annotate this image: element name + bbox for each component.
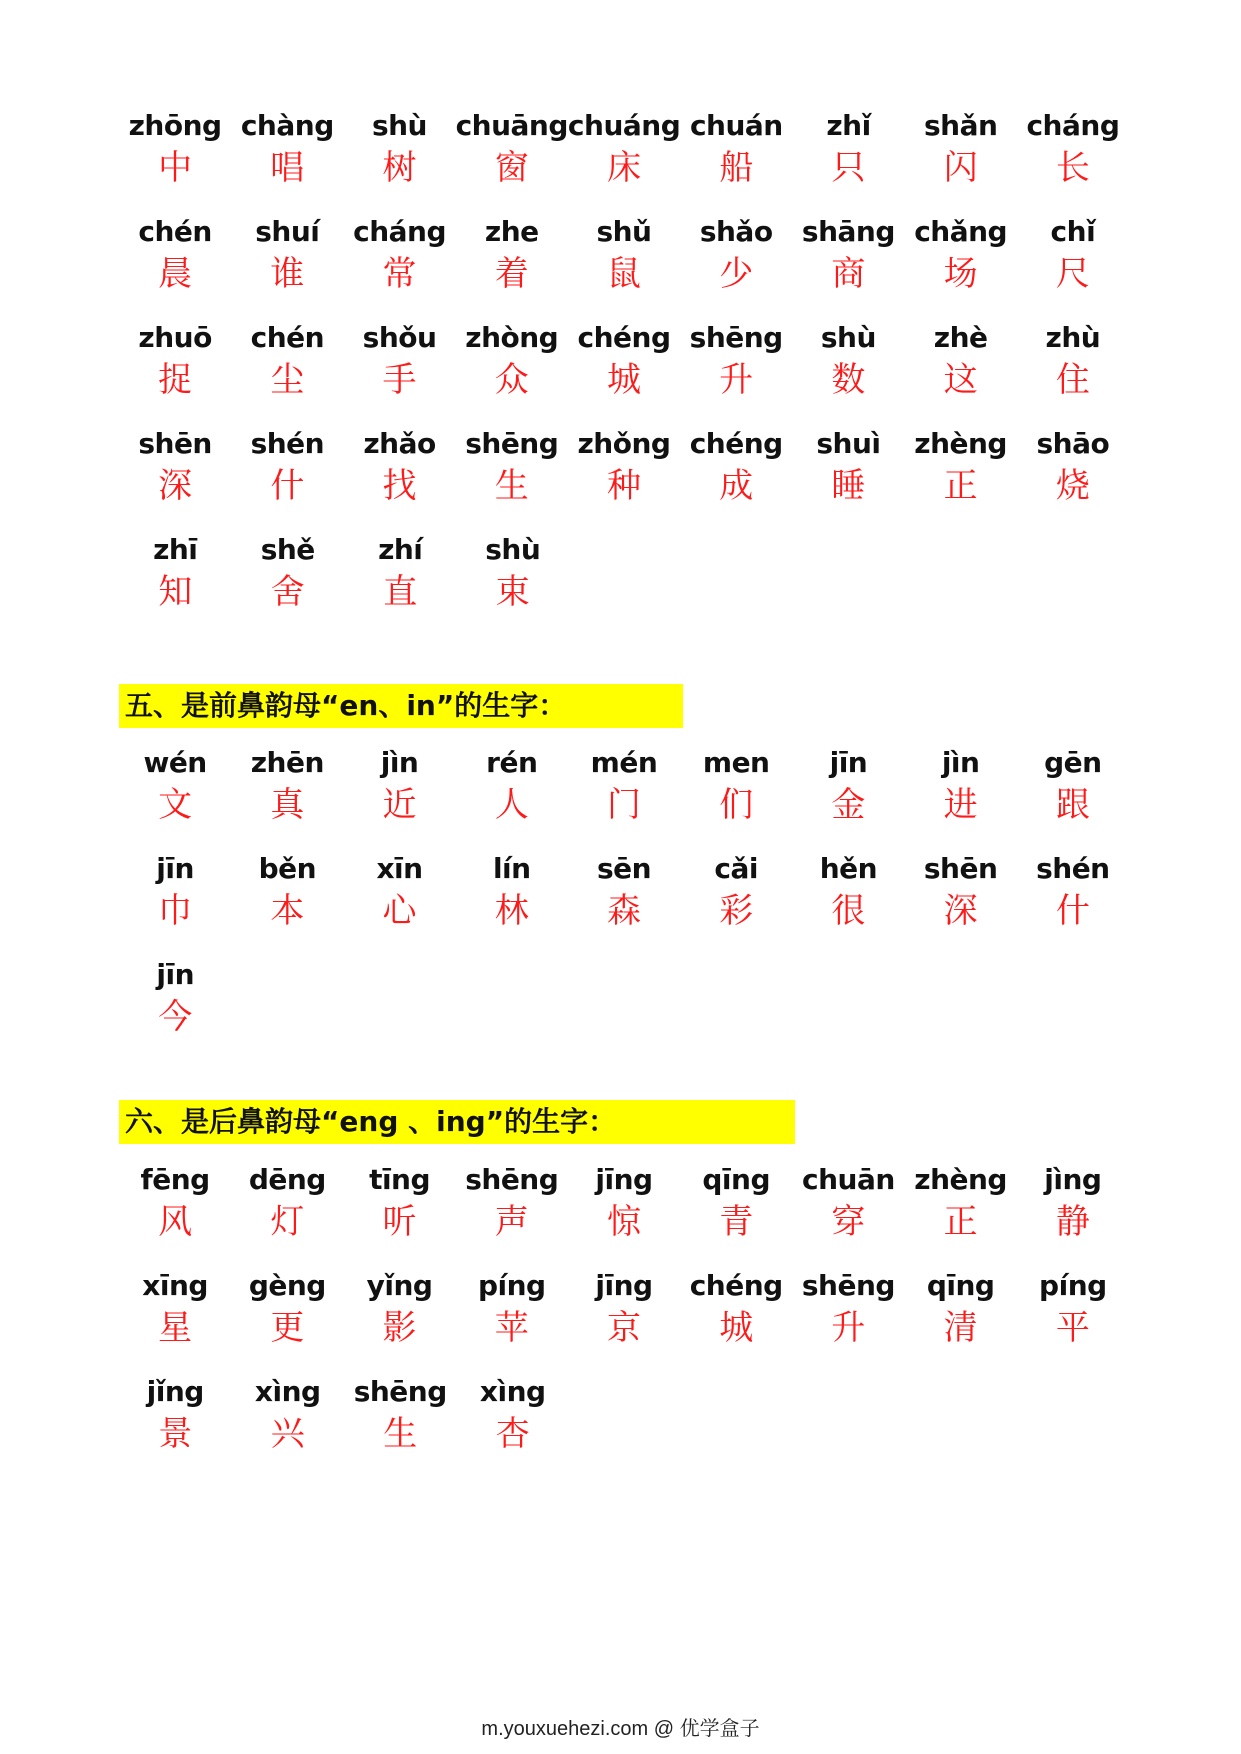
pinyin-label: gēn xyxy=(1044,746,1102,779)
character-cell xyxy=(344,1372,457,1478)
pinyin-label: jìn xyxy=(380,746,419,779)
hanzi-character: 场 xyxy=(943,254,978,294)
hanzi-character: 金 xyxy=(831,785,866,825)
hanzi-character: 商 xyxy=(831,254,866,294)
hanzi-character: 晨 xyxy=(158,254,193,294)
hanzi-character: 舍 xyxy=(270,572,305,612)
character-row xyxy=(119,318,1129,424)
character-cell xyxy=(1017,849,1129,955)
pinyin-label: xīn xyxy=(376,852,423,885)
character-cell xyxy=(456,743,568,849)
pinyin-label: shě xyxy=(260,533,315,566)
character-cell xyxy=(1017,424,1129,530)
character-cell xyxy=(680,1266,792,1372)
character-cell xyxy=(343,849,455,955)
character-cell xyxy=(905,212,1017,318)
hanzi-character: 静 xyxy=(1055,1202,1090,1242)
hanzi-character: 苹 xyxy=(494,1308,529,1348)
pinyin-label: sēn xyxy=(596,852,652,885)
character-cell xyxy=(680,1160,792,1266)
pinyin-label: zhǒng xyxy=(577,427,671,460)
character-cell xyxy=(680,212,792,318)
hanzi-character: 城 xyxy=(719,1308,754,1348)
character-cell xyxy=(232,1372,345,1478)
character-grid-top xyxy=(119,106,1129,636)
hanzi-character: 景 xyxy=(158,1414,193,1454)
pinyin-label: shù xyxy=(820,321,876,354)
character-cell xyxy=(905,743,1017,849)
pinyin-label: chuāng xyxy=(455,109,568,142)
hanzi-character: 深 xyxy=(943,891,978,931)
pinyin-label: píng xyxy=(1039,1269,1107,1302)
pinyin-label: rén xyxy=(486,746,538,779)
hanzi-character: 生 xyxy=(494,466,529,506)
pinyin-label: jīn xyxy=(156,852,194,885)
character-cell xyxy=(119,1372,232,1478)
section-heading-back-nasal: 六、是后鼻韵母“eng 、ing”的生字： xyxy=(119,1100,795,1144)
character-row xyxy=(119,106,1129,212)
pinyin-label: chǐ xyxy=(1050,215,1096,248)
pinyin-label: dēng xyxy=(248,1163,326,1196)
character-cell xyxy=(1017,318,1129,424)
hanzi-character: 文 xyxy=(158,785,193,825)
pinyin-label: men xyxy=(702,746,770,779)
character-cell xyxy=(119,212,231,318)
pinyin-label: chén xyxy=(138,215,212,248)
character-cell xyxy=(456,1160,568,1266)
pinyin-label: zhèng xyxy=(914,1163,1007,1196)
character-cell xyxy=(792,318,904,424)
pinyin-label: zhí xyxy=(378,533,423,566)
hanzi-character: 门 xyxy=(606,785,641,825)
pinyin-label: cháng xyxy=(353,215,446,248)
hanzi-character: 人 xyxy=(494,785,529,825)
hanzi-character: 彩 xyxy=(719,891,754,931)
pinyin-label: jǐng xyxy=(146,1375,204,1408)
hanzi-character: 进 xyxy=(943,785,978,825)
pinyin-label: hěn xyxy=(819,852,878,885)
hanzi-character: 巾 xyxy=(158,891,193,931)
character-cell xyxy=(343,1160,455,1266)
hanzi-character: 杏 xyxy=(495,1414,530,1454)
hanzi-character: 更 xyxy=(270,1308,305,1348)
hanzi-character: 尘 xyxy=(270,360,305,400)
pinyin-label: zhǐ xyxy=(826,109,871,142)
pinyin-label: cǎi xyxy=(714,852,758,885)
pinyin-label: běn xyxy=(258,852,317,885)
pinyin-label: qīng xyxy=(702,1163,771,1196)
pinyin-label: mén xyxy=(590,746,658,779)
character-cell xyxy=(456,106,568,212)
hanzi-character: 心 xyxy=(382,891,417,931)
section-heading-front-nasal: 五、是前鼻韵母“en、in”的生字： xyxy=(119,684,683,728)
pinyin-label: shēng xyxy=(465,427,559,460)
character-row xyxy=(119,1160,1129,1266)
pinyin-label: chuán xyxy=(689,109,783,142)
character-cell xyxy=(343,212,455,318)
hanzi-character: 谁 xyxy=(270,254,305,294)
pinyin-label: jīn xyxy=(829,746,868,779)
character-cell xyxy=(119,424,231,530)
hanzi-character: 听 xyxy=(382,1202,417,1242)
pinyin-label: xìng xyxy=(479,1375,546,1408)
pinyin-label: shēn xyxy=(138,427,212,460)
character-cell xyxy=(456,1266,568,1372)
character-row xyxy=(119,424,1129,530)
character-cell xyxy=(792,106,904,212)
character-cell xyxy=(343,743,455,849)
character-cell xyxy=(457,530,570,636)
pinyin-label: zhēn xyxy=(250,746,324,779)
pinyin-label: shāo xyxy=(1036,427,1110,460)
pinyin-label: zhù xyxy=(1045,321,1101,354)
pinyin-label: wén xyxy=(143,746,207,779)
pinyin-label: zhe xyxy=(484,215,539,248)
character-cell xyxy=(792,424,904,530)
character-row xyxy=(119,1372,1129,1478)
hanzi-character: 升 xyxy=(831,1308,866,1348)
hanzi-character: 正 xyxy=(943,466,978,506)
hanzi-character: 找 xyxy=(382,466,417,506)
character-cell xyxy=(1017,1160,1129,1266)
hanzi-character: 灯 xyxy=(270,1202,305,1242)
character-cell xyxy=(568,1160,680,1266)
hanzi-character: 闪 xyxy=(943,148,978,188)
character-cell xyxy=(1017,1266,1129,1372)
hanzi-character: 束 xyxy=(495,572,530,612)
character-cell xyxy=(456,849,568,955)
hanzi-character: 尺 xyxy=(1055,254,1090,294)
hanzi-character: 种 xyxy=(606,466,641,506)
character-cell xyxy=(905,106,1017,212)
pinyin-label: jìng xyxy=(1044,1163,1102,1196)
hanzi-character: 中 xyxy=(158,148,193,188)
character-cell xyxy=(232,530,345,636)
hanzi-character: 数 xyxy=(831,360,866,400)
character-cell xyxy=(680,106,792,212)
pinyin-label: shù xyxy=(371,109,427,142)
character-cell xyxy=(231,318,343,424)
hanzi-character: 很 xyxy=(831,891,866,931)
character-cell xyxy=(905,849,1017,955)
hanzi-character: 今 xyxy=(158,997,193,1037)
character-cell xyxy=(343,1266,455,1372)
hanzi-character: 京 xyxy=(606,1308,641,1348)
pinyin-label: chén xyxy=(250,321,325,354)
hanzi-character: 兴 xyxy=(270,1414,305,1454)
character-cell xyxy=(680,849,792,955)
character-cell xyxy=(119,743,231,849)
character-cell xyxy=(343,106,455,212)
pinyin-label: chàng xyxy=(240,109,334,142)
pinyin-label: xìng xyxy=(254,1375,321,1408)
pinyin-label: fēng xyxy=(140,1163,210,1196)
character-cell xyxy=(457,1372,570,1478)
hanzi-character: 常 xyxy=(382,254,417,294)
pinyin-label: yǐng xyxy=(366,1269,433,1302)
character-cell xyxy=(456,212,568,318)
pinyin-label: shāng xyxy=(801,215,895,248)
hanzi-character: 少 xyxy=(719,254,754,294)
pinyin-label: chéng xyxy=(689,427,783,460)
hanzi-character: 树 xyxy=(382,148,417,188)
footer-watermark: m.youxuehezi.com @ 优学盒子 xyxy=(481,1718,760,1740)
character-cell xyxy=(231,212,343,318)
character-cell xyxy=(344,530,457,636)
character-row xyxy=(119,955,1129,1061)
pinyin-label: zhuō xyxy=(138,321,212,354)
character-cell xyxy=(680,424,792,530)
hanzi-character: 唱 xyxy=(270,148,305,188)
hanzi-character: 睡 xyxy=(831,466,866,506)
pinyin-label: shǎo xyxy=(699,215,773,248)
character-cell xyxy=(231,743,343,849)
character-cell xyxy=(119,1160,231,1266)
hanzi-character: 们 xyxy=(719,785,754,825)
hanzi-character: 鼠 xyxy=(606,254,641,294)
pinyin-label: zhè xyxy=(933,321,988,354)
pinyin-label: shēng xyxy=(801,1269,895,1302)
pinyin-label: zhī xyxy=(153,533,198,566)
pinyin-label: chuáng xyxy=(567,109,681,142)
character-cell xyxy=(1017,212,1129,318)
hanzi-character: 着 xyxy=(494,254,529,294)
character-cell xyxy=(680,743,792,849)
hanzi-character: 真 xyxy=(270,785,305,825)
pinyin-label: zhōng xyxy=(128,109,222,142)
hanzi-character: 捉 xyxy=(158,360,193,400)
pinyin-label: shēng xyxy=(689,321,783,354)
hanzi-character: 众 xyxy=(494,360,529,400)
pinyin-label: chéng xyxy=(577,321,671,354)
pinyin-label: lín xyxy=(492,852,531,885)
hanzi-character: 只 xyxy=(831,148,866,188)
character-cell xyxy=(119,1266,231,1372)
character-cell xyxy=(792,1160,904,1266)
character-cell xyxy=(231,1266,343,1372)
character-row xyxy=(119,1266,1129,1372)
character-cell xyxy=(231,424,343,530)
hanzi-character: 正 xyxy=(943,1202,978,1242)
pinyin-label: qīng xyxy=(926,1269,995,1302)
character-cell xyxy=(680,318,792,424)
character-grid-front-nasal xyxy=(119,743,1129,1061)
pinyin-label: shén xyxy=(250,427,325,460)
hanzi-character: 惊 xyxy=(606,1202,641,1242)
pinyin-label: shǎn xyxy=(924,109,998,142)
hanzi-character: 影 xyxy=(382,1308,417,1348)
character-cell xyxy=(568,743,680,849)
pinyin-label: shén xyxy=(1036,852,1110,885)
hanzi-character: 知 xyxy=(158,572,193,612)
pinyin-label: zhèng xyxy=(914,427,1007,460)
pinyin-label: shēn xyxy=(923,852,998,885)
pinyin-label: chuān xyxy=(802,1163,895,1196)
pinyin-label: shǒu xyxy=(362,321,437,354)
character-row xyxy=(119,849,1129,955)
hanzi-character: 成 xyxy=(719,466,754,506)
pinyin-label: chǎng xyxy=(914,215,1008,248)
hanzi-character: 星 xyxy=(158,1308,193,1348)
character-cell xyxy=(568,318,680,424)
pinyin-label: jīng xyxy=(595,1269,653,1302)
character-cell xyxy=(456,318,568,424)
pinyin-label: shuì xyxy=(816,427,881,460)
pinyin-label: zhǎo xyxy=(363,427,436,460)
character-cell xyxy=(119,530,232,636)
character-row xyxy=(119,743,1129,849)
pinyin-label: jìn xyxy=(941,746,980,779)
character-cell xyxy=(792,849,904,955)
hanzi-character: 住 xyxy=(1055,360,1090,400)
hanzi-character: 声 xyxy=(494,1202,529,1242)
pinyin-label: shǔ xyxy=(596,215,652,248)
pinyin-label: píng xyxy=(477,1269,546,1302)
pinyin-label: shēng xyxy=(465,1163,559,1196)
character-row xyxy=(119,530,1129,636)
hanzi-character: 船 xyxy=(719,148,754,188)
pinyin-label: jīng xyxy=(595,1163,653,1196)
hanzi-character: 床 xyxy=(607,148,642,188)
character-cell xyxy=(568,424,680,530)
hanzi-character: 升 xyxy=(719,360,754,400)
character-cell xyxy=(231,106,343,212)
hanzi-character: 本 xyxy=(270,891,305,931)
pinyin-label: shēng xyxy=(353,1375,447,1408)
hanzi-character: 青 xyxy=(719,1202,754,1242)
character-row xyxy=(119,212,1129,318)
character-cell xyxy=(905,1266,1017,1372)
character-cell xyxy=(905,424,1017,530)
pinyin-label: shù xyxy=(485,533,541,566)
character-cell xyxy=(119,106,231,212)
character-cell xyxy=(792,212,904,318)
hanzi-character: 烧 xyxy=(1055,466,1090,506)
character-cell xyxy=(343,318,455,424)
character-cell xyxy=(343,424,455,530)
hanzi-character: 什 xyxy=(1055,891,1090,931)
character-cell xyxy=(1017,106,1129,212)
character-cell xyxy=(119,318,231,424)
hanzi-character: 长 xyxy=(1055,148,1090,188)
character-cell xyxy=(231,849,343,955)
hanzi-character: 这 xyxy=(943,360,978,400)
hanzi-character: 窗 xyxy=(494,148,529,188)
character-cell xyxy=(792,1266,904,1372)
character-cell xyxy=(456,424,568,530)
pinyin-label: gèng xyxy=(248,1269,326,1302)
character-cell xyxy=(905,1160,1017,1266)
hanzi-character: 什 xyxy=(270,466,305,506)
hanzi-character: 深 xyxy=(158,466,193,506)
character-grid-back-nasal xyxy=(119,1160,1129,1478)
hanzi-character: 手 xyxy=(382,360,417,400)
hanzi-character: 森 xyxy=(606,891,641,931)
character-cell xyxy=(568,1266,680,1372)
character-cell xyxy=(119,849,231,955)
hanzi-character: 林 xyxy=(494,891,529,931)
hanzi-character: 直 xyxy=(383,572,418,612)
hanzi-character: 清 xyxy=(943,1308,978,1348)
pinyin-label: chéng xyxy=(689,1269,783,1302)
hanzi-character: 平 xyxy=(1055,1308,1090,1348)
hanzi-character: 近 xyxy=(382,785,417,825)
pinyin-label: zhòng xyxy=(465,321,559,354)
character-cell xyxy=(1017,743,1129,849)
character-cell xyxy=(568,849,680,955)
character-cell xyxy=(119,955,232,1061)
hanzi-character: 穿 xyxy=(831,1202,866,1242)
pinyin-label: xīng xyxy=(142,1269,208,1302)
character-cell xyxy=(568,212,680,318)
character-cell xyxy=(792,743,904,849)
hanzi-character: 生 xyxy=(383,1414,418,1454)
pinyin-label: jīn xyxy=(156,958,195,991)
character-cell xyxy=(568,106,680,212)
character-cell xyxy=(231,1160,343,1266)
hanzi-character: 风 xyxy=(158,1202,193,1242)
pinyin-label: shuí xyxy=(255,215,320,248)
character-cell xyxy=(905,318,1017,424)
hanzi-character: 跟 xyxy=(1055,785,1090,825)
hanzi-character: 城 xyxy=(606,360,641,400)
pinyin-label: tīng xyxy=(369,1163,431,1196)
pinyin-label: cháng xyxy=(1026,109,1120,142)
